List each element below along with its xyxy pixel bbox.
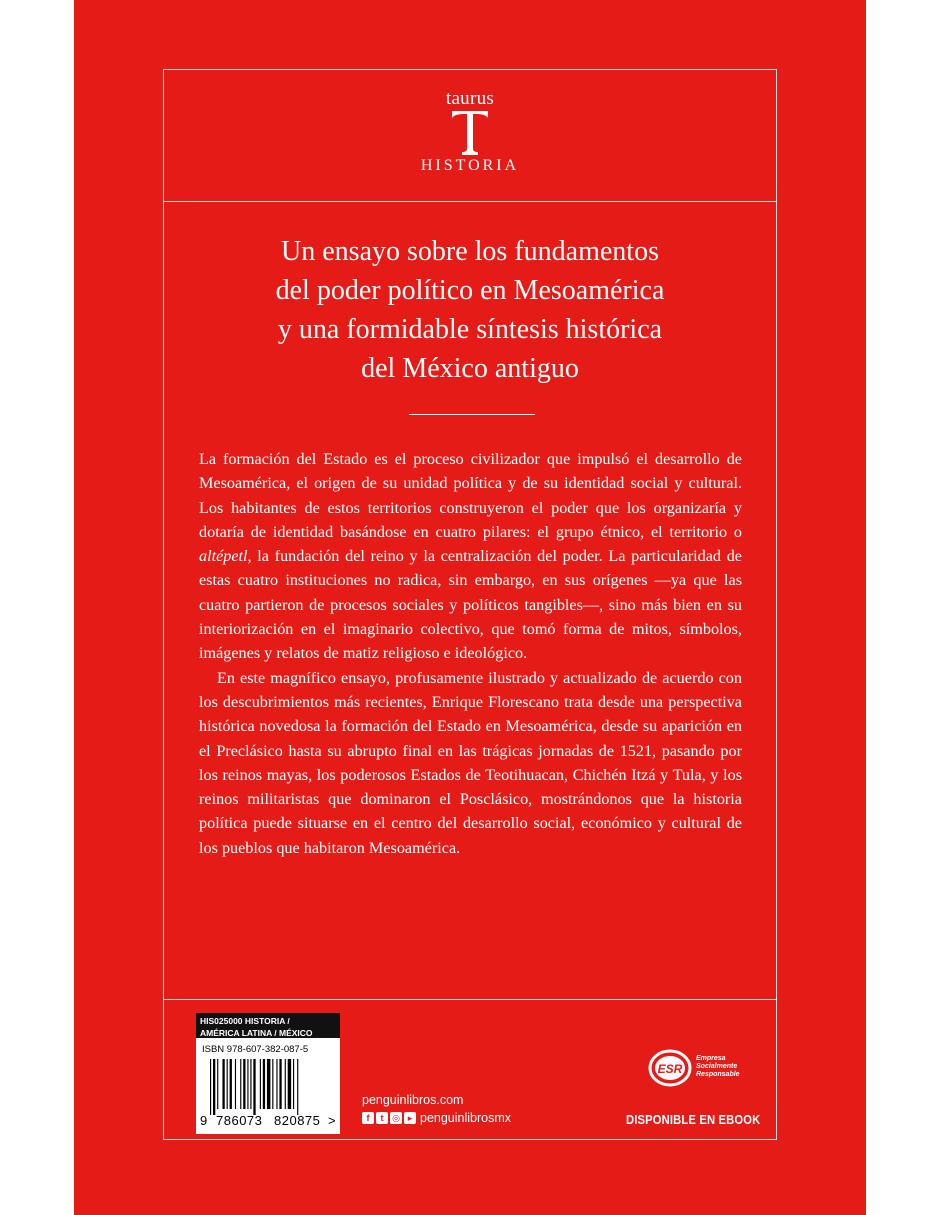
barcode-bar xyxy=(247,1059,248,1109)
esr-badge xyxy=(648,1047,758,1089)
barcode-bar xyxy=(297,1059,298,1115)
barcode-bar xyxy=(227,1059,228,1109)
facebook-icon[interactable]: f xyxy=(362,1112,374,1124)
barcode-bar xyxy=(217,1059,218,1109)
series-name: HISTORIA xyxy=(420,157,520,174)
headline-line: Un ensayo sobre los fundamentos xyxy=(281,236,659,267)
ean-left-group: 786073 xyxy=(216,1113,263,1128)
instagram-icon[interactable]: ◎ xyxy=(390,1112,402,1124)
synopsis-text: , la fundación del reino y la centralización del poder. La particularidad de estas cuatro instituciones no radica, sin embargo, en sus orígenes —ya que las cuatro partieron de procesos sociales y políticos tangibles—, sino más bien en su interiorización en el imaginario colectivo, que tomó forma de mitos, símbolos, imágenes y relatos de matiz religioso e ideológico. xyxy=(199,547,742,663)
barcode-bar xyxy=(293,1059,294,1109)
headline-line: del poder político en Mesoamérica xyxy=(275,275,665,306)
barcode-bar xyxy=(230,1059,232,1109)
youtube-icon[interactable]: ▸ xyxy=(404,1112,416,1124)
barcode-bar xyxy=(272,1059,273,1109)
barcode-bar xyxy=(260,1059,261,1109)
barcode-bar xyxy=(276,1059,277,1109)
barcode-bar xyxy=(235,1059,236,1109)
ean-quiet-mark: > xyxy=(328,1113,336,1128)
barcode-bar xyxy=(267,1059,270,1109)
website-link[interactable]: penguinlibros.com xyxy=(362,1093,464,1107)
content-frame xyxy=(163,69,777,1000)
taurus-t-icon xyxy=(450,111,490,155)
barcode-bar xyxy=(288,1059,291,1109)
headline-line: y una formidable síntesis histórica xyxy=(277,314,663,345)
ebook-availability: DISPONIBLE EN EBOOK xyxy=(626,1112,761,1127)
header-divider xyxy=(164,201,776,202)
bisac-label xyxy=(196,1013,340,1038)
bisac-line: AMÉRICA LATINA / MÉXICO xyxy=(200,1028,313,1038)
barcode-bar xyxy=(243,1059,245,1109)
esr-logo-icon xyxy=(648,1047,694,1089)
esr-logo-text: ESR xyxy=(657,1062,683,1076)
barcode-bar xyxy=(240,1059,241,1109)
barcode-bar xyxy=(213,1059,215,1115)
esr-line: Socialmente xyxy=(696,1063,738,1070)
social-handle[interactable]: penguinlibrosmx xyxy=(420,1111,512,1125)
publisher-name: taurus xyxy=(445,88,495,109)
barcode-bar xyxy=(279,1059,281,1109)
barcode-bar xyxy=(285,1059,286,1109)
ean-right-group: 820875 xyxy=(274,1113,321,1128)
ean-first-digit: 9 xyxy=(200,1113,208,1128)
back-cover xyxy=(74,0,866,1215)
synopsis xyxy=(199,447,742,860)
esr-line: Empresa xyxy=(696,1055,726,1062)
barcode-bar xyxy=(253,1059,255,1115)
barcode-bar xyxy=(263,1059,265,1109)
headline-line: del México antiguo xyxy=(361,353,579,384)
bisac-line: HIS025000 HISTORIA / xyxy=(200,1016,290,1026)
barcode-bar xyxy=(210,1059,211,1115)
barcode-bar xyxy=(250,1059,251,1109)
barcode-bar xyxy=(222,1059,224,1109)
isbn-number: ISBN 978-607-382-087-5 xyxy=(202,1044,309,1055)
publisher-brand xyxy=(164,88,776,175)
barcode-block xyxy=(196,1013,340,1134)
synopsis-italic-term: altépetl xyxy=(199,547,248,566)
social-links xyxy=(362,1110,511,1126)
headline-rule xyxy=(409,414,535,415)
synopsis-text: La formación del Estado es el proceso civilizador que impulsó el desarrollo de Mesoamérica, el origen de su unidad política y de su identidad social y cultural. Los habitantes de estos territorios construyeron el poder que los organizaría y dotaría de identidad basándose en cuatro pilares: el grupo étnico, el territorio o xyxy=(199,450,742,541)
synopsis-paragraph-1 xyxy=(199,447,742,666)
barcode-icon xyxy=(210,1059,334,1115)
esr-caption xyxy=(696,1055,740,1079)
synopsis-paragraph-2: En este magnífico ensayo, profusamente ilustrado y actualizado de acuerdo con los descubrimientos más recientes, Enrique Florescano trata desde una perspectiva histórica novedosa la formación del Estado en Mesoamérica, desde su aparición en el Preclásico hasta su abrupto final en las trágicas jornadas de 1521, pasando por los reinos mayas, los poderosos Estados de Teotihuacan, Chichén Itzá y Tula, y los reinos militaristas que dominaron el Posclásico, mostrándonos que la historia política puede situarse en el centro del desarrollo social, económico y cultural de los pueblos que habitaron Mesoamérica. xyxy=(199,668,742,857)
twitter-icon[interactable]: t xyxy=(376,1112,388,1124)
esr-line: Responsable xyxy=(696,1071,740,1078)
headline xyxy=(164,232,776,388)
